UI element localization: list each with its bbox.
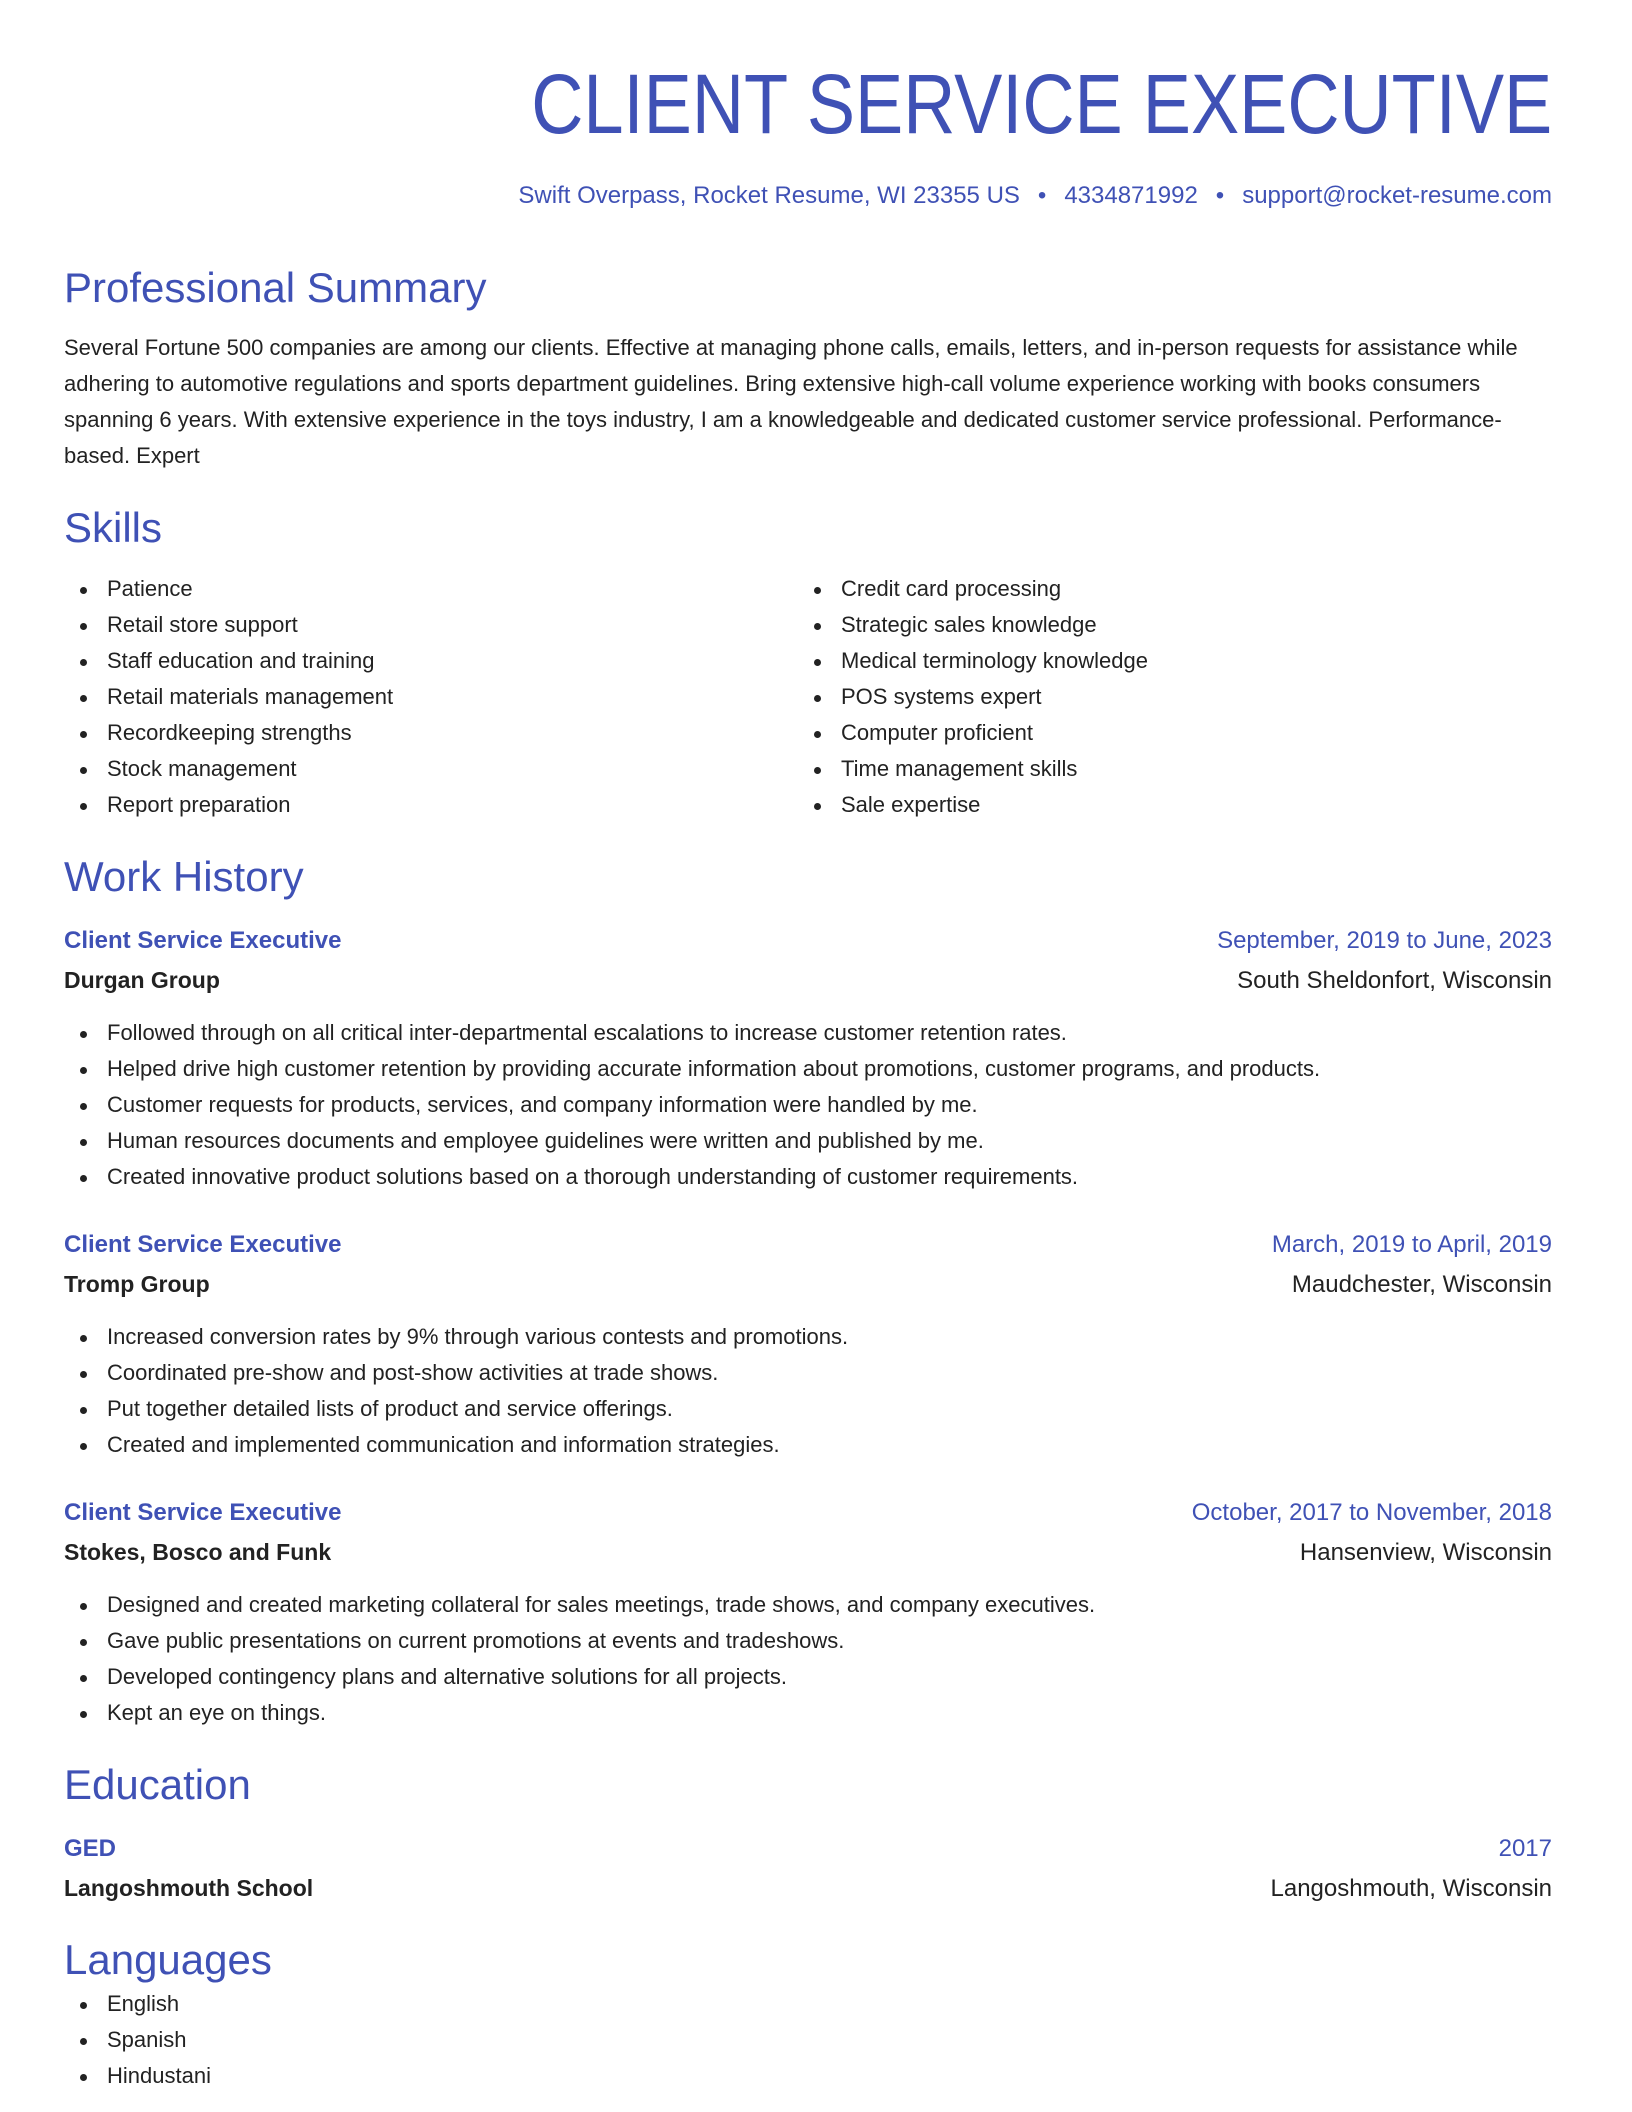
skills-section	[64, 502, 1552, 823]
education-year: 2017	[1498, 1835, 1552, 1862]
skill-item: Staff education and training	[64, 643, 798, 679]
skill-item: Credit card processing	[798, 571, 1552, 607]
job-bullet: Helped drive high customer retention by providing accurate information about promotions, customer programs, and products.	[64, 1051, 1552, 1087]
job-company: Stokes, Bosco and Funk	[64, 1539, 332, 1565]
job-location: South Sheldonfort, Wisconsin	[1237, 967, 1552, 994]
skills-column-left	[64, 571, 798, 823]
job-bullet: Followed through on all critical inter-departmental escalations to increase customer retention rates.	[64, 1015, 1552, 1051]
job-bullet: Designed and created marketing collateral for sales meetings, trade shows, and company executives.	[64, 1587, 1552, 1623]
education-school-row	[64, 1870, 1552, 1906]
job-bullet: Customer requests for products, services, and company information were handled by me.	[64, 1087, 1552, 1123]
education-entry	[64, 1831, 1552, 1906]
education-school: Langoshmouth School	[64, 1875, 314, 1901]
skill-item: Strategic sales knowledge	[798, 607, 1552, 643]
language-item: Spanish	[64, 2022, 1552, 2058]
section-heading-education: Education	[64, 1761, 251, 1808]
contact-email: support@rocket-resume.com	[1242, 182, 1552, 209]
job-location: Hansenview, Wisconsin	[1299, 1539, 1552, 1566]
section-heading-skills: Skills	[64, 504, 163, 551]
skills-grid	[64, 571, 1552, 823]
job-title-row	[64, 1495, 1552, 1531]
job-bullet: Coordinated pre-show and post-show activities at trade shows.	[64, 1355, 1552, 1391]
job-bullet: Developed contingency plans and alternative solutions for all projects.	[64, 1659, 1552, 1695]
skills-column-right	[798, 571, 1552, 823]
job-company-row	[64, 1534, 1552, 1570]
skill-item: Time management skills	[798, 751, 1552, 787]
job-location: Maudchester, Wisconsin	[1291, 1271, 1552, 1298]
job-title: Client Service Executive	[64, 927, 342, 954]
contact-separator: •	[1037, 182, 1047, 209]
languages-list	[64, 1986, 1552, 2094]
job-dates: September, 2019 to June, 2023	[1217, 927, 1552, 954]
contact-phone: 4334871992	[1064, 182, 1198, 209]
job-bullets	[64, 1015, 1552, 1195]
contact-line	[64, 180, 1552, 212]
skill-item: Computer proficient	[798, 715, 1552, 751]
contact-address: Swift Overpass, Rocket Resume, WI 23355 US	[518, 182, 1020, 209]
languages-section	[64, 1934, 1552, 2094]
job-bullets	[64, 1319, 1552, 1463]
skill-item: Stock management	[64, 751, 798, 787]
contact-separator: •	[1215, 182, 1225, 209]
job-title-row	[64, 1227, 1552, 1263]
skill-item: Medical terminology knowledge	[798, 643, 1552, 679]
job-dates: October, 2017 to November, 2018	[1191, 1499, 1552, 1526]
work-history-section	[64, 851, 1552, 1731]
section-heading-languages: Languages	[64, 1936, 272, 1983]
job-title-row	[64, 923, 1552, 959]
job-bullet: Put together detailed lists of product and service offerings.	[64, 1391, 1552, 1427]
education-section	[64, 1759, 1552, 1906]
education-degree: GED	[64, 1835, 117, 1862]
job-dates: March, 2019 to April, 2019	[1271, 1231, 1552, 1258]
job-bullet: Human resources documents and employee guidelines were written and published by me.	[64, 1123, 1552, 1159]
resume-header	[64, 57, 1552, 212]
job-title: Client Service Executive	[64, 1499, 342, 1526]
education-degree-row	[64, 1831, 1552, 1867]
job-company: Tromp Group	[64, 1271, 210, 1297]
language-item: English	[64, 1986, 1552, 2022]
skill-item: Report preparation	[64, 787, 798, 823]
summary-text: Several Fortune 500 companies are among our clients. Effective at managing phone calls, emails, letters, and in-person requests for assistance while adhering to automotive regulations and sports department guidelines. Bring extensive high-call volume experience working with books consumers spanning 6 years. With extensive experience in the toys industry, I am a knowledgeable and dedicated customer service professional. Performance-based. Expert	[64, 335, 1518, 468]
professional-summary-section	[64, 262, 1552, 474]
job-bullet: Created and implemented communication and information strategies.	[64, 1427, 1552, 1463]
title-row	[64, 57, 1552, 151]
job-bullet: Gave public presentations on current promotions at events and tradeshows.	[64, 1623, 1552, 1659]
job-bullets	[64, 1587, 1552, 1731]
section-heading-work-history: Work History	[64, 853, 304, 900]
job-entry	[64, 1495, 1552, 1731]
job-bullet: Kept an eye on things.	[64, 1695, 1552, 1731]
job-company-row	[64, 1266, 1552, 1302]
resume-title: CLIENT SERVICE EXECUTIVE	[530, 57, 1552, 151]
skill-item: Retail materials management	[64, 679, 798, 715]
education-location: Langoshmouth, Wisconsin	[1270, 1875, 1552, 1902]
job-bullet: Created innovative product solutions based on a thorough understanding of customer requirements.	[64, 1159, 1552, 1195]
skill-item: Recordkeeping strengths	[64, 715, 798, 751]
skill-item: Sale expertise	[798, 787, 1552, 823]
job-company: Durgan Group	[64, 967, 220, 993]
skill-item: POS systems expert	[798, 679, 1552, 715]
job-bullet: Increased conversion rates by 9% through various contests and promotions.	[64, 1319, 1552, 1355]
skill-item: Patience	[64, 571, 798, 607]
job-company-row	[64, 962, 1552, 998]
skill-item: Retail store support	[64, 607, 798, 643]
job-entry	[64, 1227, 1552, 1463]
job-entry	[64, 923, 1552, 1195]
section-heading-professional-summary: Professional Summary	[64, 264, 487, 311]
job-title: Client Service Executive	[64, 1231, 342, 1258]
language-item: Hindustani	[64, 2058, 1552, 2094]
